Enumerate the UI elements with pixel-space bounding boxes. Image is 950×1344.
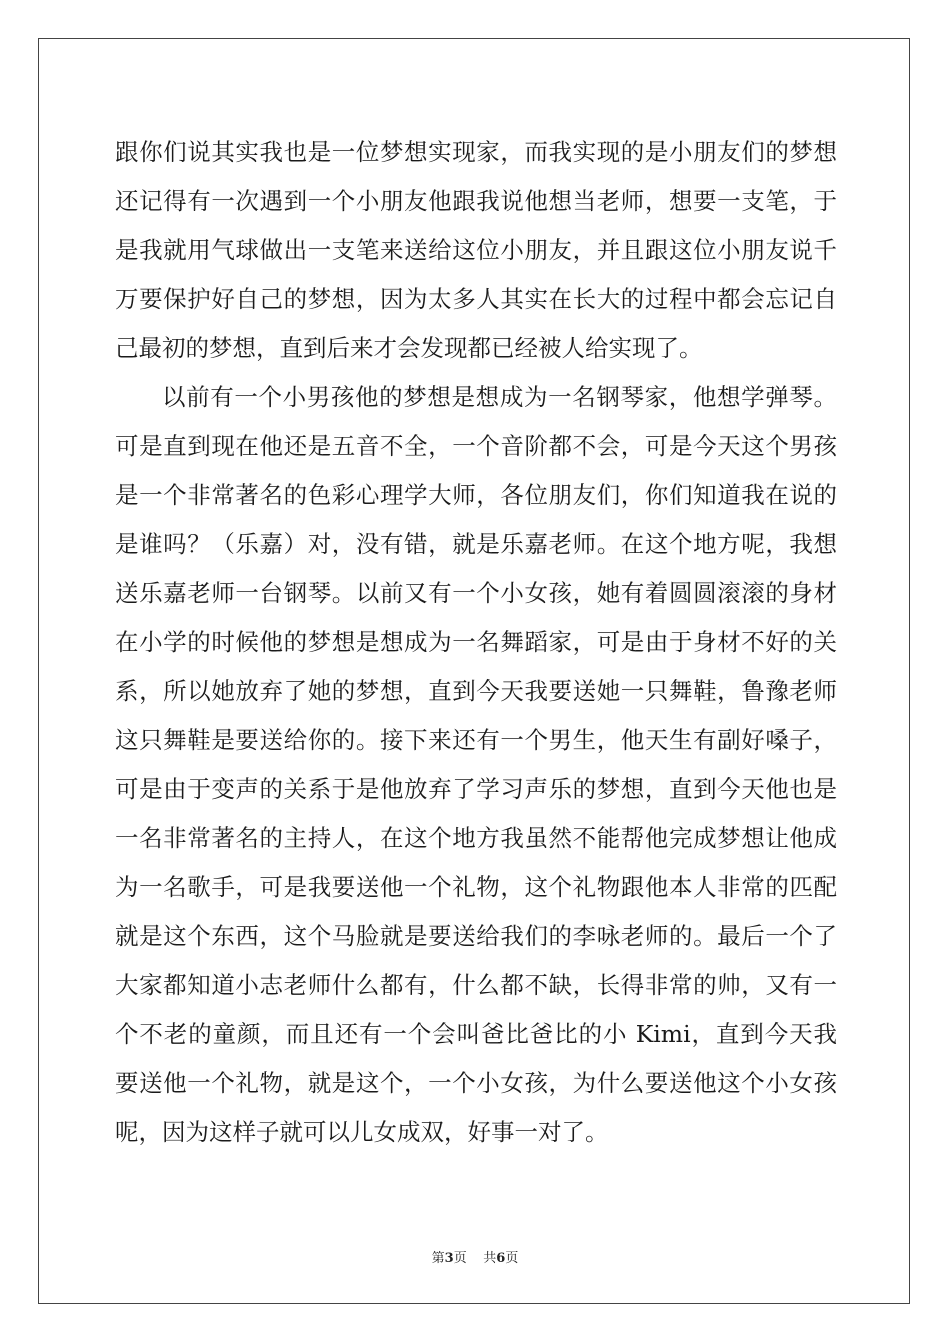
text-line: 系，所以她放弃了她的梦想，直到今天我要送她一只舞鞋，鲁豫老师 bbox=[115, 677, 837, 705]
page-footer bbox=[0, 1247, 950, 1266]
text-line: 呢，因为这样子就可以儿女成双，好事一对了。 bbox=[115, 1118, 609, 1146]
text-line: 个不老的童颜，而且还有一个会叫爸比爸比的小 Kimi，直到今天我 bbox=[115, 1020, 837, 1048]
text-line: 送乐嘉老师一台钢琴。以前又有一个小女孩，她有着圆圆滚滚的身材 bbox=[115, 579, 837, 607]
text-line: 可是由于变声的关系于是他放弃了学习声乐的梦想，直到今天他也是 bbox=[115, 775, 837, 803]
current-page-number: 3 bbox=[444, 1251, 454, 1266]
total-page-number: 6 bbox=[496, 1251, 506, 1266]
page-number-prefix: 第 bbox=[431, 1251, 445, 1266]
page-number-suffix: 页 bbox=[453, 1251, 467, 1266]
text-line: 可是直到现在他还是五音不全，一个音阶都不会，可是今天这个男孩 bbox=[115, 432, 837, 460]
text-line: 己最初的梦想，直到后来才会发现都已经被人给实现了。 bbox=[115, 334, 703, 362]
text-line: 万要保护好自己的梦想，因为太多人其实在长大的过程中都会忘记自 bbox=[115, 285, 837, 313]
text-line: 是我就用气球做出一支笔来送给这位小朋友，并且跟这位小朋友说千 bbox=[115, 236, 837, 264]
total-pages-suffix: 页 bbox=[505, 1251, 519, 1266]
total-pages-prefix: 共 bbox=[483, 1251, 497, 1266]
text-line: 一名非常著名的主持人，在这个地方我虽然不能帮他完成梦想让他成 bbox=[115, 824, 837, 852]
document-body bbox=[115, 128, 837, 1157]
text-line: 要送他一个礼物，就是这个，一个小女孩，为什么要送他这个小女孩 bbox=[115, 1069, 837, 1097]
text-line: 以前有一个小男孩他的梦想是想成为一名钢琴家，他想学弹琴。 bbox=[162, 383, 837, 411]
text-line: 还记得有一次遇到一个小朋友他跟我说他想当老师，想要一支笔，于 bbox=[115, 187, 837, 215]
text-line: 是一个非常著名的色彩心理学大师，各位朋友们，你们知道我在说的 bbox=[115, 481, 837, 509]
text-line: 在小学的时候他的梦想是想成为一名舞蹈家，可是由于身材不好的关 bbox=[115, 628, 837, 656]
text-line: 这只舞鞋是要送给你的。接下来还有一个男生，他天生有副好嗓子， bbox=[115, 726, 837, 754]
text-line: 是谁吗？（乐嘉）对，没有错，就是乐嘉老师。在这个地方呢，我想 bbox=[115, 530, 837, 558]
text-line: 跟你们说其实我也是一位梦想实现家，而我实现的是小朋友们的梦想 bbox=[115, 138, 837, 166]
text-line: 为一名歌手，可是我要送他一个礼物，这个礼物跟他本人非常的匹配 bbox=[115, 873, 837, 901]
text-line: 大家都知道小志老师什么都有，什么都不缺，长得非常的帅，又有一 bbox=[115, 971, 837, 999]
text-line: 就是这个东西，这个马脸就是要送给我们的李咏老师的。最后一个了 bbox=[115, 922, 837, 950]
